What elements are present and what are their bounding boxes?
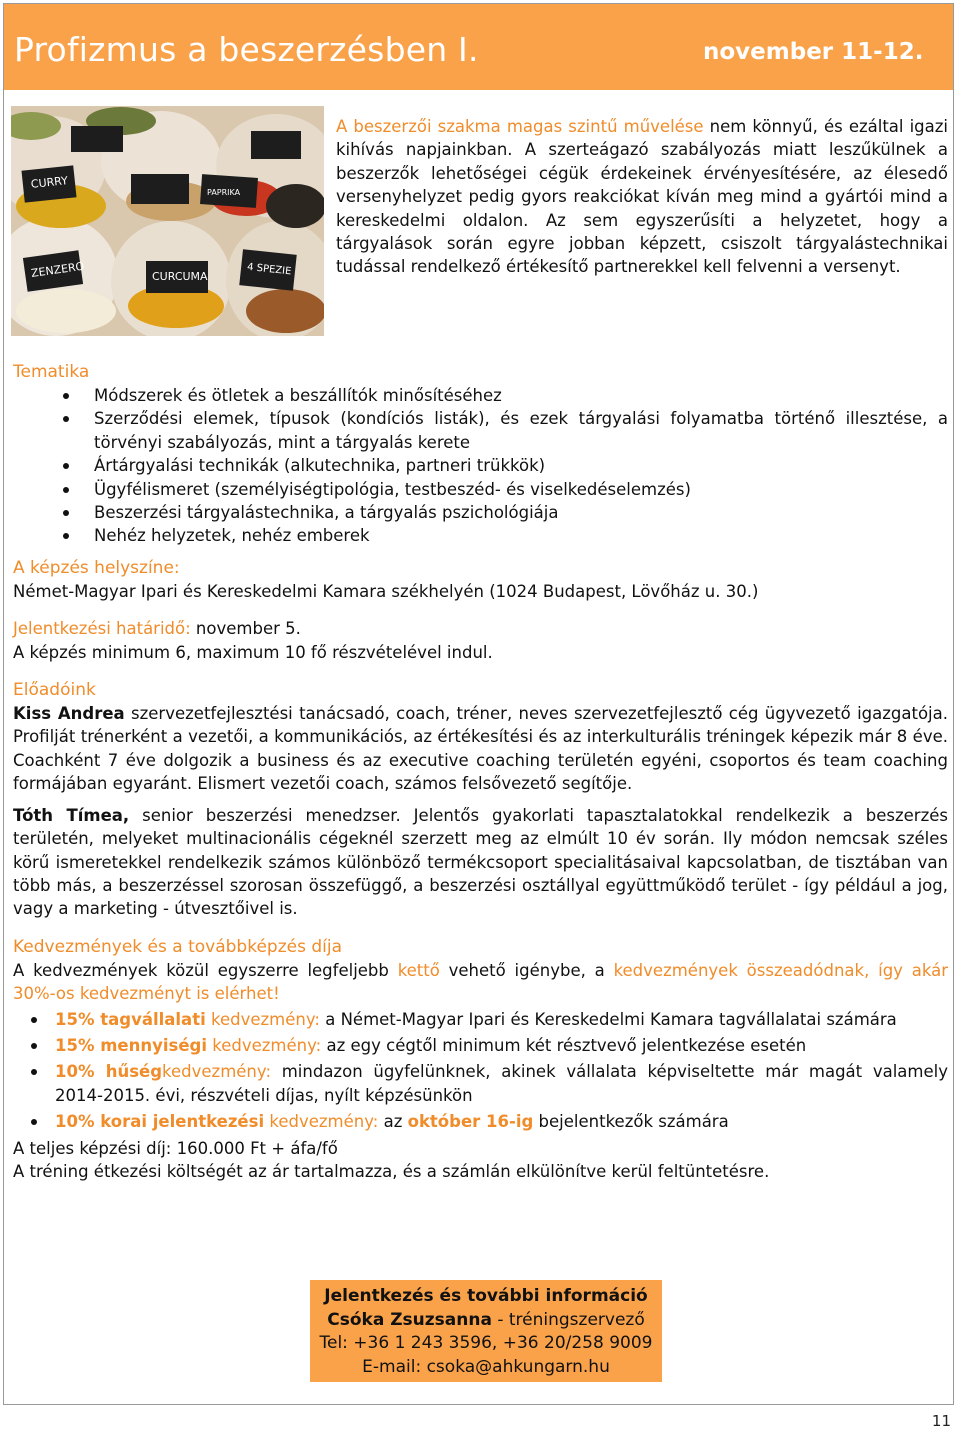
header-bar [4,4,953,90]
page-title: Profizmus a beszerzésben I. [14,30,479,69]
deadline-line [13,617,948,640]
trainer-2-text: senior beszerzési menedzser. Jelentős gyakorlati tapasztalatokkal rendelkezik a beszerzés területén, melyeket multinacionális cégeknél szerzett meg az elmúlt 10 év során. Ily módon nemcsak széles körű ismeretekkel rendelkezik számos különböző termékcsoport specialitásaival kapcsolatban, de tisztában van több más, a beszerzéssel szorosan összefüggő, a beszerzési osztállyal együttműködő terület - így például a jog, vagy a marketing - útvesztőivel is. [13,805,948,919]
discount-desc: az egy cégtől minimum két résztvevő jelentkezése esetén [321,1035,807,1055]
list-item: Beszerzési tárgyalástechnika, a tárgyalás pszichológiája [13,501,948,524]
discount-desc: mindazon ügyfelünknek, akinek vállalata képviseltette már magát valamely 2014-2015. évi, részvételi díjas, nyílt képzésünkön [55,1062,948,1105]
participants-line: A képzés minimum 6, maximum 10 fő részvételével indul. [13,642,493,662]
board-label-zenzero: ZENZERO [30,259,86,281]
trainer-1-name: Kiss Andrea [13,704,125,724]
intro-paragraph [336,115,948,279]
spices-illustration [11,106,324,336]
discount-label: kedvezmény: [162,1062,272,1082]
discounts-list [13,1008,948,1134]
trainers-heading: Előadóink [13,680,96,701]
board-label-curcuma: CURCUMA [152,270,208,283]
discount-name: 15% mennyiségi [55,1035,208,1055]
list-item [13,1034,948,1057]
discount-label: kedvezmény: [205,1009,320,1029]
board-label-curry: CURRY [30,174,69,191]
list-item: Ügyfélismeret (személyiségtipológia, testbeszéd- és viselkedéselemzés) [13,478,948,501]
tematika-heading: Tematika [13,362,90,382]
list-item [13,1008,948,1031]
location-heading: A képzés helyszíne: [13,557,180,578]
contact-role: - tréningszervező [491,1309,645,1330]
discounts-intro-b: kettő [397,960,440,980]
contact-phone: Tel: +36 1 243 3596, +36 20/258 9009 [319,1333,653,1353]
tematika-list [13,384,948,548]
discount-desc: a Német-Magyar Ipari és Kereskedelmi Kamara tagvállalatai számára [319,1009,897,1029]
discount-label: kedvezmény: [207,1035,322,1055]
contact-person [310,1309,662,1333]
discount-name: 15% tagvállalati [55,1009,206,1029]
page-number: 11 [931,1412,951,1430]
contact-name: Csóka Zsuzsanna [327,1309,492,1330]
discounts-heading: Kedvezmények és a továbbképzés díja [13,936,343,957]
intro-highlight: A beszerzői szakma magas szintű művelése [336,117,704,136]
list-item: Nehéz helyzetek, nehéz emberek [13,524,948,547]
trainer-1-text: szervezetfejlesztési tanácsadó, coach, tréner, neves szervezetfejlesztő cég ügyvezető igazgatója. Profilját trénerként a vezetői, a kommunikációs, az értékesítési és az interkulturális tréningek képezik már 8 éve. Coachként 7 éve dolgozik a business és az executive coaching területén egyéni, csoportos és team coaching formájában egyaránt. Elismert vezetői coach, számos felsővezető segítője. [13,704,949,794]
deadline-value: november 5. [190,619,301,639]
deadline-label: Jelentkezési határidő: [13,619,191,639]
location-text: Német-Magyar Ipari és Kereskedelmi Kamara székhelyén (1024 Budapest, Lövőház u. 30.) [13,581,759,601]
list-item: Szerződési elemek, típusok (kondíciós listák), és ezek tárgyalási folyamatba történő illesztése, a törvényi szabályozás, mint a tárgyalás kerete [13,407,948,454]
main-content [13,360,948,1183]
contact-heading: Jelentkezés és további információ [324,1286,648,1306]
meals-line: A tréning étkezési költségét az ár tartalmazza, és a számlán elkülönítve kerül feltüntetésre. [13,1161,770,1181]
trainer-2-bio [13,804,948,921]
contact-email[interactable]: E-mail: csoka@ahkungarn.hu [362,1356,610,1377]
discount-name: 10% hűség [55,1062,163,1082]
list-item [13,1060,948,1107]
discount-name: 10% korai jelentkezési [55,1112,265,1132]
discounts-intro-c: vehető igénybe, a [439,960,614,980]
discount-deadline: október 16-ig [407,1112,534,1132]
list-item: Ártárgyalási technikák (alkutechnika, partneri trükkök) [13,454,948,477]
discount-desc-end: bejelentkezők számára [533,1112,729,1132]
board-label-paprika: PAPRIKA [207,188,241,197]
discounts-intro [13,959,948,1006]
board-label-spezie: 4 SPEZIE [246,261,292,278]
discounts-intro-d: kedvezmények összeadódnak, így akár 30%-os kedvezményt is elérhet! [13,960,949,1004]
fee-line: A teljes képzési díj: 160.000 Ft + áfa/fő [13,1138,338,1158]
discounts-intro-a: A kedvezmények közül egyszerre legfeljebb [13,960,398,980]
list-item: Módszerek és ötletek a beszállítók minősítéséhez [13,384,948,407]
discount-desc: az [378,1112,408,1132]
intro-text: nem könnyű, és ezáltal igazi kihívás napjainkban. A szerteágazó szabályozás miatt leszűkülnek a beszerzők lehetőségei cégük érdekeinek érvényesítésére, az élesedő versenyhelyzet pedig gyors reakciókat kíván meg mind a gyártói mind a kereskedelmi oldalon. Az sem egyszerűsíti a helyzetet, hogy a tárgyalások során egyre jobban képzett, csiszolt tárgyalástechnikai tudással rendelkező értékesítő partnerekkel kell felvenni a versenyt. [336,117,948,277]
spices-photo [11,106,324,336]
discount-label: kedvezmény: [264,1112,379,1132]
trainer-1-bio [13,702,948,796]
list-item [13,1110,948,1133]
trainer-2-name: Tóth Tímea, [13,805,130,825]
event-date: november 11-12. [703,39,924,65]
contact-box [310,1280,662,1382]
